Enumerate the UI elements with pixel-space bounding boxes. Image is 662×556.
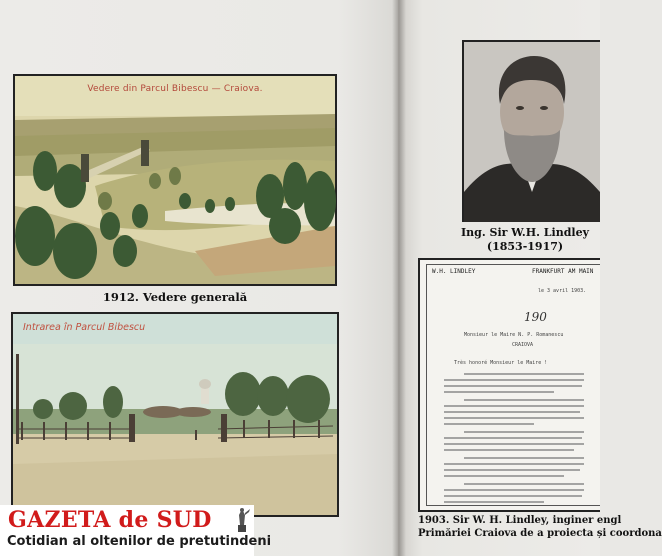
letter-body-text xyxy=(434,370,600,510)
letter-header-right: FRANKFURT AM MAIN xyxy=(532,268,594,275)
book-gutter xyxy=(392,0,406,556)
letter-salutation: Très honoré Monsieur le Maire ! xyxy=(454,360,548,366)
postcard-title: Vedere din Parcul Bibescu — Craiova. xyxy=(87,84,263,94)
portrait-photo xyxy=(462,40,600,222)
statue-icon xyxy=(232,507,252,533)
park-landscape-illustration xyxy=(15,76,335,284)
letter-handwritten-number: 190 xyxy=(524,310,547,324)
portrait-years: (1853-1917) xyxy=(486,240,564,253)
historical-letter xyxy=(418,258,600,512)
portrait-name: Ing. Sir W.H. Lindley xyxy=(461,226,589,239)
letter-header-left: W.H. LINDLEY xyxy=(432,268,476,275)
letter-caption-line2: Primăriei Craiova de a proiecta și coordona xyxy=(418,528,662,539)
park-entrance-illustration xyxy=(13,314,337,515)
logo-subtitle: Cotidian al oltenilor de pretutindeni xyxy=(7,534,272,549)
letter-date: le 3 avril 1903. xyxy=(538,288,587,294)
letter-city: CRAIOVA xyxy=(512,342,534,348)
postcard1-caption: 1912. Vedere generală xyxy=(102,290,248,304)
portrait-illustration xyxy=(464,42,600,222)
logo-title: GAZETA de SUD xyxy=(8,507,212,533)
gazeta-de-sud-logo xyxy=(0,505,272,556)
postcard-title: Intrarea în Parcul Bibescu xyxy=(23,322,146,333)
postcard-general-view xyxy=(13,74,337,286)
postcard-park-entrance xyxy=(11,312,339,517)
letter-recipient: Monsieur le Maire N. P. Romanescu xyxy=(464,332,564,338)
letter-caption-line1: 1903. Sir W. H. Lindley, inginer engl xyxy=(418,515,622,526)
